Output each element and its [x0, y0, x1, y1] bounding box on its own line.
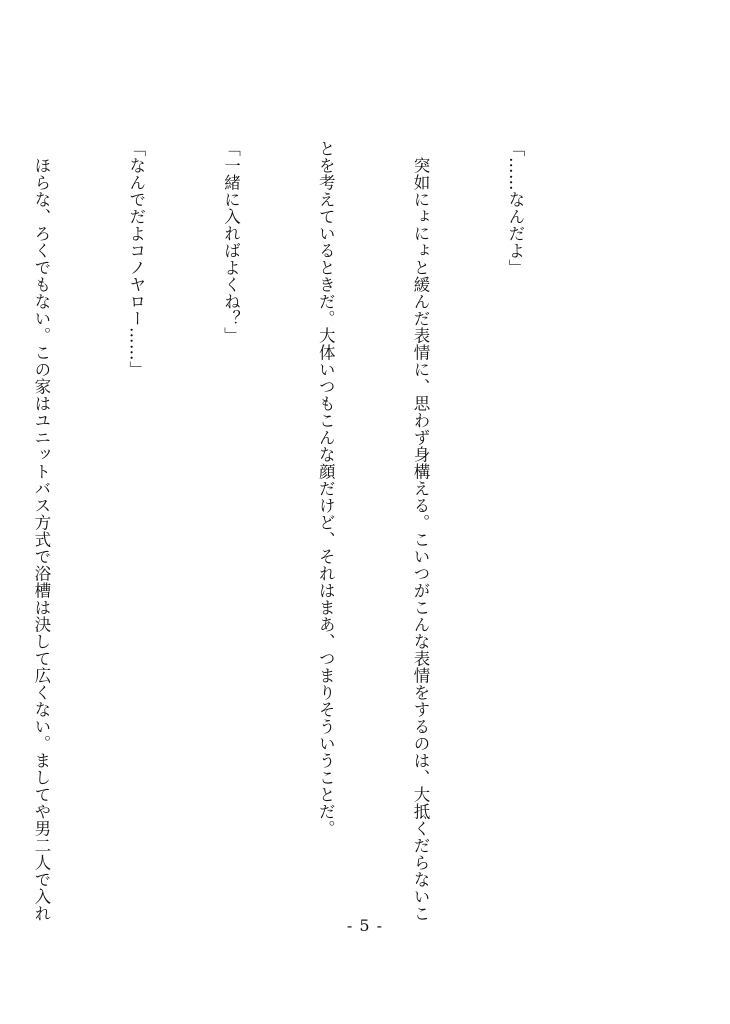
vertical-text-body	[0, 140, 594, 920]
text-line: 突如にょにょと緩んだ表情に、思わず身構える。こいつがこんな表情をするのは、大抵くだらないこ	[411, 140, 431, 922]
text-line: 「……なんだよ」	[505, 140, 525, 276]
text-line: とを考えているときだ。大体いつもこんな顔だけど、それはまあ、つまりそういうことだ。	[316, 140, 336, 837]
page-number: - 5 -	[346, 916, 384, 935]
text-line: ほらな、ろくでもない。この家はユニットバス方式で浴槽は決して広くない。ましてや男二人で入れ	[31, 140, 51, 922]
text-line: 「一緒に入ればよくね？」	[221, 140, 241, 344]
text-line: 「なんでだよコノヤロー……」	[126, 140, 146, 378]
